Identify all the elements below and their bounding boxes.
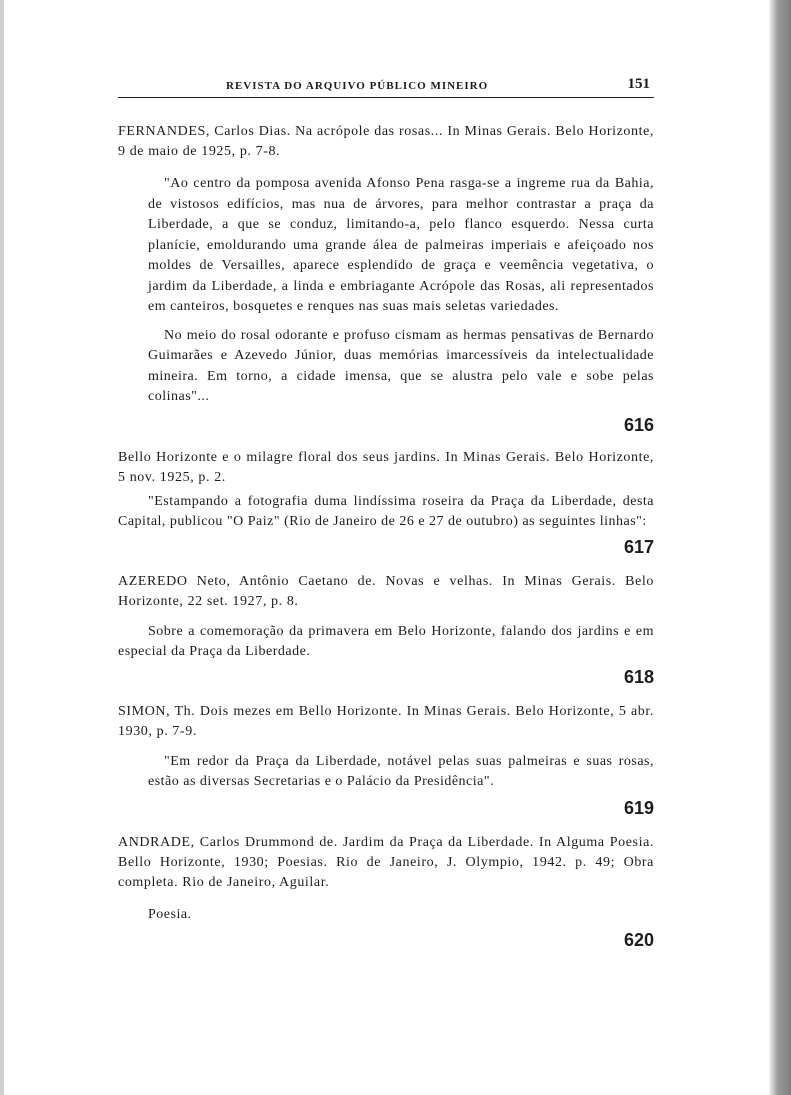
page-edge-right <box>769 0 791 1095</box>
bibliography-entries <box>118 122 654 955</box>
entry-quotation <box>148 752 654 793</box>
entry-citation: ANDRADE, Carlos Drummond de. Jardim da Praça da Liberdade. In Alguma Poesia. Bello Horizonte, 1930; Poesias. Rio de Janeiro, J. Olympio, 1942. p. 49; Obra completa. Rio de Janeiro, Aguilar. <box>118 834 654 890</box>
bibliography-entry-617 <box>118 448 654 562</box>
entry-citation: Bello Horizonte e o milagre floral dos seus jardins. In Minas Gerais. Belo Horizonte, 5 nov. 1925, p. 2. <box>118 449 654 485</box>
entry-number: 617 <box>623 536 654 557</box>
quotation-paragraph: "Ao centro da pomposa avenida Afonso Pena rasga-se a ingreme rua da Bahia, de vistosos edifícios, mas nua de árvores, para melhor contrastar a praça da Liberdade, a que se conduz, limitando-a, pelo flanco esquerdo. Nessa curta planície, emoldurando uma grande álea de palmeiras imperiais e afeiçoado nos moldes de Versailles, aparece esplendido de graça e veemência vegetativa, o jardim da Liberdade, a linda e embriagante Acrópole das Rosas, ali representados em canteiros, bosquetes e renques nas suas mais seletas variedades. <box>148 176 654 314</box>
page-header <box>118 72 654 98</box>
quotation-paragraph: "Em redor da Praça da Liberdade, notável pelas suas palmeiras e suas rosas, estão as diversas Secretarias e o Palácio da Presidência". <box>148 753 654 789</box>
page-number: 151 <box>627 76 650 92</box>
bibliography-entry-618 <box>118 572 654 692</box>
entry-citation: AZEREDO Neto, Antônio Caetano de. Novas e velhas. In Minas Gerais. Belo Horizonte, 22 set. 1927, p. 8. <box>118 573 654 609</box>
page-edge-left <box>0 0 4 1095</box>
entry-quotation <box>148 174 654 408</box>
entry-number: 619 <box>623 797 654 818</box>
bibliography-entry-616 <box>118 122 654 440</box>
document-page <box>118 72 654 955</box>
bibliography-entry-619 <box>118 702 654 823</box>
entry-note: Sobre a comemoração da primavera em Belo Horizonte, falando dos jardins e em especial da Praça da Liberdade. <box>118 623 654 659</box>
entry-note: "Estampando a fotografia duma lindíssima roseira da Praça da Liberdade, desta Capital, publicou "O Paiz" (Rio de Janeiro de 26 e 27 de outubro) as seguintes linhas": <box>118 493 654 529</box>
entry-note: Poesia. <box>148 906 192 922</box>
entry-number: 616 <box>623 414 654 435</box>
entry-citation: FERNANDES, Carlos Dias. Na acrópole das rosas... In Minas Gerais. Belo Horizonte, 9 de maio de 1925, p. 7-8. <box>118 124 654 159</box>
bibliography-entry-620 <box>118 833 654 955</box>
running-title: REVISTA DO ARQUIVO PÚBLICO MINEIRO <box>226 80 489 92</box>
entry-number: 620 <box>623 929 654 950</box>
entry-citation: SIMON, Th. Dois mezes em Bello Horizonte. In Minas Gerais. Belo Horizonte, 5 abr. 1930, p. 7-9. <box>118 703 654 739</box>
entry-number: 618 <box>623 666 654 687</box>
quotation-paragraph: No meio do rosal odorante e profuso cismam as hermas pensativas de Bernardo Guimarães e Azevedo Júnior, duas memórias imarcessíveis da intelectualidade mineira. Em torno, a cidade imensa, que se alustra pelo vale e sobe pelas colinas"... <box>148 327 654 404</box>
